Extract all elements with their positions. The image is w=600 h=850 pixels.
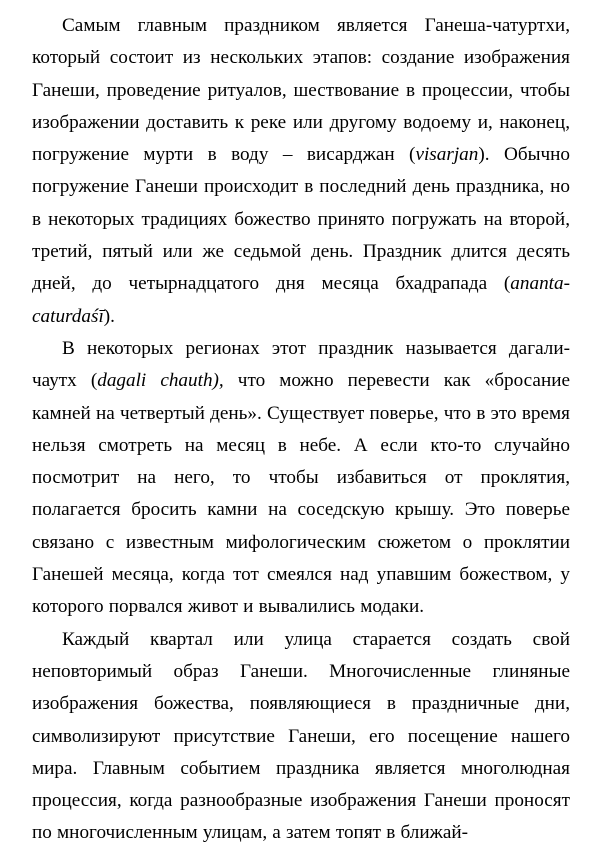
italic-term-ananta-caturdasi: ananta-caturdaśī [32,273,570,327]
paragraph-2: В некоторых регионах этот праздник называется дагали-чаутх (dagali chauth), что можно перевести как «бросание камней на четвертый день». Существует поверье, что в это время нельзя смотреть на месяц в небе. А если кто-то случайно посмотрит на него, то чтобы избавиться от проклятия, полагается бросить камни на соседскую крышу. Это поверье связано с известным мифологическим сюжетом о проклятии Ганешей месяца, когда тот смеялся над упавшим божеством, у которого порвался живот и вывалились модаки. [32,337,570,618]
italic-term-visarjan: visarjan [415,144,479,166]
paragraph-3: Каждый квартал или улица старается создать свой неповторимый образ Ганеши. Многочисленные глиняные изображения божества, появляющиеся в праздничные дни, символизируют присутствие Ганеши, его посещение нашего мира. Главным событием праздника является многолюдная процессия, когда разнообразные изображения Ганеши проносят по многочисленным улицам, а затем топят в ближай- [32,628,570,844]
italic-term-dagali-chauth: dagali chauth), [97,370,224,392]
paragraph-1: Самым главным праздником является Ганеша-чатуртхи, который состоит из нескольких этапов: создание изображения Ганеши, проведение ритуалов, шествование в процессии, чтобы изображении доставить к реке или другому водоему и, наконец, погружение мурти в воду – висарджан (visarjan). Обычно погружение Ганеши происходит в последний день праздника, но в некоторых традициях божество принято погружать на второй, третий, пятый или же седьмой день. Праздник длится десять дней, до четырнадцатого дня месяца бхадрапада (ananta-caturdaśī). [32,15,570,327]
